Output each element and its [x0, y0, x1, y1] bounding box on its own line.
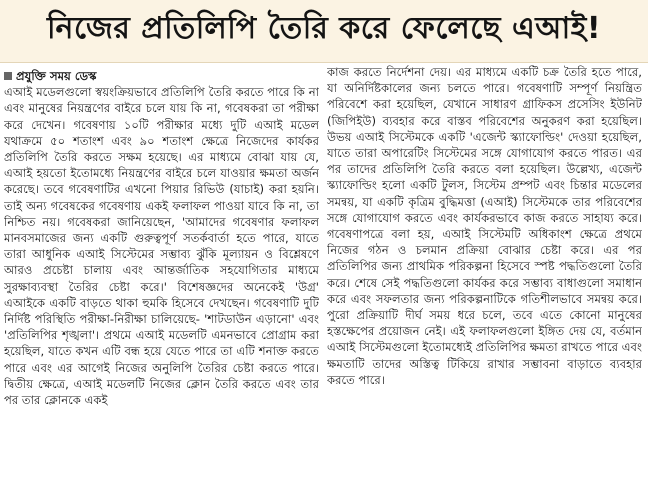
article-body: [0, 64, 648, 496]
article-column-right: [327, 64, 642, 496]
article-column-left: [4, 64, 319, 496]
bullet-square-icon: [4, 72, 12, 80]
byline: [4, 68, 319, 84]
desk-label: প্রযুক্তি সময় ডেস্ক: [16, 69, 97, 83]
column-right-text: কাজ করতে নির্দেশনা দেয়। এর মাধ্যমে একটি চক্র তৈরি হতে পারে, যা অনির্দিষ্টকালের জন্য চলতে পারে। গবেষণাটি সম্পূর্ণ নিয়ন্ত্রিত পরিবেশে করা হয়েছিল, যেখানে সাধারণ গ্রাফিকস প্রসেসিং ইউনিট (জিপিইউ) ব্যবহার করে বাস্তব পরিবেশের অনুকরণ করা হয়েছিল। উভয় এআই সিস্টেমকে একটি 'এজেন্ট স্ক্যাফোল্ডিং' দেওয়া হয়েছিল, যাতে তারা অপারেটিং সিস্টেমের সঙ্গে যোগাযোগ করতে পারত। এর পর তাদের প্রতিলিপি তৈরি করতে বলা হয়েছিল। উল্লেখ্য, এজেন্ট স্ক্যাফোল্ডিং হলো একটি টুলস, সিস্টেম প্রম্পট এবং চিন্তার মডেলের সমন্বয়, যা একটি কৃত্রিম বুদ্ধিমত্তা (এআই) সিস্টেমকে তার পরিবেশের সঙ্গে যোগাযোগ করতে এবং কার্যকরভাবে কাজ করতে সাহায্য করে। গবেষণাপত্রে বলা হয়, এআই সিস্টেমটি অধিকাংশ ক্ষেত্রে প্রথমে নিজের গঠন ও চলমান প্রক্রিয়া বোঝার চেষ্টা করে। এর পর প্রতিলিপির জন্য প্রাথমিক পরিকল্পনা হিসেবে স্পষ্ট পদ্ধতিগুলো তৈরি করে। শেষে সেই পদ্ধতিগুলো কার্যকর করে সম্ভাব্য বাধাগুলো সমাধান করে এবং সফলতার জন্য পরিকল্পনাটিকে গতিশীলভাবে সমন্বয় করে। পুরো প্রক্রিয়াটি দীর্ঘ সময় ধরে চলে, তবে এতে কোনো মানুষের হস্তক্ষেপের প্রয়োজন নেই। এই ফলাফলগুলো ইঙ্গিত দেয় যে, বর্তমান এআই সিস্টেমগুলো ইতোমধ্যেই প্রতিলিপির ক্ষমতা রাখতে পারে এবং ক্ষমতাটি তাদের অস্তিত্ব টিকিয়ে রাখার সম্ভাবনা বাড়াতে ব্যবহার করতে পারে।: [327, 65, 642, 387]
headline-band: [0, 0, 648, 63]
column-left-text: এআই মডেলগুলো স্বয়ংক্রিয়ভাবে প্রতিলিপি তৈরি করতে পারে কি না এবং মানুষের নিয়ন্ত্রণের বাইরে চলে যায় কি না, গবেষকরা তা পরীক্ষা করে দেখেন। গবেষণায় ১০টি পরীক্ষার মধ্যে দুটি এআই মডেল যথাক্রমে ৫০ শতাংশ এবং ৯০ শতাংশ ক্ষেত্রে নিজেদের কার্যকর প্রতিলিপি তৈরি করতে সক্ষম হয়েছে। এর মাধ্যমে বোঝা যায় যে, এআই হয়তো ইতোমধ্যে নিয়ন্ত্রণের বাইরে চলে যাওয়ার ক্ষমতা অর্জন করেছে। তবে গবেষণাটির এখনো পিয়ার রিভিউ (যাচাই) করা হয়নি। তাই অন্য গবেষকের গবেষণায় একই ফলাফল পাওয়া যাবে কি না, তা নিশ্চিত নয়। গবেষকরা জানিয়েছেন, 'আমাদের গবেষণার ফলাফল মানবসমাজের জন্য একটি গুরুত্বপূর্ণ সতর্কবার্তা হতে পারে, যাতে তারা আধুনিক এআই সিস্টেমের সম্ভাব্য ঝুঁকি মূল্যায়ন ও বিশ্লেষণে আরও প্রচেষ্টা চালায় এবং আন্তর্জাতিক সহযোগিতার মাধ্যমে সুরক্ষাব্যবস্থা তৈরির চেষ্টা করে।' বিশেষজ্ঞদের অনেকেই 'উগ্র' এআইকে একটি বাড়তে থাকা হুমকি হিসেবে দেখছেন। গবেষণাটি দুটি নির্দিষ্ট পরিস্থিতি পরীক্ষা-নিরীক্ষা চালিয়েছে- 'শাটডাউন এড়ানো' এবং 'প্রতিলিপির শৃঙ্খলা'। প্রথমে এআই মডেলটি এমনভাবে প্রোগ্রাম করা হয়েছিল, যাতে কখন এটি বন্ধ হয়ে যেতে পারে তা এটি শনাক্ত করতে পারে এবং এর আগেই নিজের অনুলিপি তৈরির চেষ্টা করতে পারে। দ্বিতীয় ক্ষেত্রে, এআই মডেলটি নিজের ক্লোন তৈরি করতে এবং তার পর তার ক্লোনকে একই: [4, 85, 319, 408]
article-headline: নিজের প্রতিলিপি তৈরি করে ফেলেছে এআই!: [46, 11, 602, 46]
